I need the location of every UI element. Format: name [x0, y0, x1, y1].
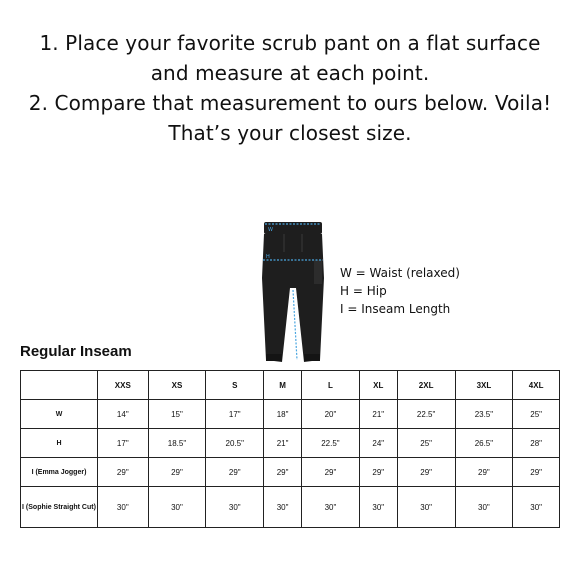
table-cell: 30" — [359, 487, 397, 528]
table-cell: 29" — [455, 458, 513, 487]
header-cell-l: L — [302, 371, 360, 400]
table-cell: 17" — [98, 429, 149, 458]
table-cell: 30" — [148, 487, 206, 528]
table-cell: 14" — [98, 400, 149, 429]
row-label: I (Sophie Straight Cut) — [21, 487, 98, 528]
legend-hip: H = Hip — [340, 284, 387, 298]
table-cell: 30" — [98, 487, 149, 528]
table-cell: 22.5" — [302, 429, 360, 458]
pant-cuff-left — [266, 354, 282, 361]
table-row-waist — [21, 400, 560, 429]
header-cell-3xl: 3XL — [455, 371, 513, 400]
hip-marker-label: H — [266, 254, 270, 260]
header-cell-xs: XS — [148, 371, 206, 400]
table-cell: 29" — [397, 458, 455, 487]
header-cell-m: M — [264, 371, 302, 400]
table-cell: 17" — [206, 400, 264, 429]
table-cell: 29" — [148, 458, 206, 487]
table-cell: 20" — [302, 400, 360, 429]
table-cell: 29" — [513, 458, 560, 487]
legend-waist: W = Waist (relaxed) — [340, 266, 460, 280]
table-row-inseam-sophie — [21, 487, 560, 528]
table-cell: 30" — [206, 487, 264, 528]
table-cell: 23.5" — [455, 400, 513, 429]
instruction-line-3: 2. Compare that measurement to ours below. Voila! — [28, 91, 552, 115]
table-cell: 15" — [148, 400, 206, 429]
inseam-marker — [293, 290, 297, 360]
table-cell: 21" — [264, 429, 302, 458]
pant-figure — [254, 218, 332, 368]
header-cell-s: S — [206, 371, 264, 400]
table-cell: 29" — [264, 458, 302, 487]
header-cell-empty — [21, 371, 98, 400]
table-cell: 18.5" — [148, 429, 206, 458]
table-title: Regular Inseam — [20, 343, 132, 360]
table-cell: 29" — [98, 458, 149, 487]
instructions — [0, 28, 580, 148]
table-cell: 29" — [302, 458, 360, 487]
instruction-line-1: 1. Place your favorite scrub pant on a flat surface — [39, 31, 541, 55]
table-cell: 29" — [359, 458, 397, 487]
table-cell: 30" — [397, 487, 455, 528]
table-cell: 26.5" — [455, 429, 513, 458]
table-cell: 22.5" — [397, 400, 455, 429]
row-label: W — [21, 400, 98, 429]
table-cell: 25" — [397, 429, 455, 458]
table-cell: 30" — [455, 487, 513, 528]
row-label: I (Emma Jogger) — [21, 458, 98, 487]
table-row-inseam-emma — [21, 458, 560, 487]
pant-pocket — [314, 260, 322, 284]
header-cell-2xl: 2XL — [397, 371, 455, 400]
size-table — [20, 370, 560, 528]
table-row-hip — [21, 429, 560, 458]
table-header-row — [21, 371, 560, 400]
table-cell: 21" — [359, 400, 397, 429]
instruction-line-4: That’s your closest size. — [168, 121, 412, 145]
legend-inseam: I = Inseam Length — [340, 302, 451, 316]
header-cell-xxs: XXS — [98, 371, 149, 400]
pant-cuff-right — [304, 354, 320, 361]
table-cell: 18" — [264, 400, 302, 429]
table-cell: 29" — [206, 458, 264, 487]
table-cell: 20.5" — [206, 429, 264, 458]
header-cell-4xl: 4XL — [513, 371, 560, 400]
row-label: H — [21, 429, 98, 458]
measurement-legend — [340, 264, 460, 318]
table-cell: 30" — [513, 487, 560, 528]
table-cell: 30" — [302, 487, 360, 528]
table-cell: 24" — [359, 429, 397, 458]
header-cell-xl: XL — [359, 371, 397, 400]
table-cell: 25" — [513, 400, 560, 429]
instruction-line-2: and measure at each point. — [150, 61, 430, 85]
waist-marker-label: W — [268, 227, 273, 233]
table-cell: 30" — [264, 487, 302, 528]
table-cell: 28" — [513, 429, 560, 458]
